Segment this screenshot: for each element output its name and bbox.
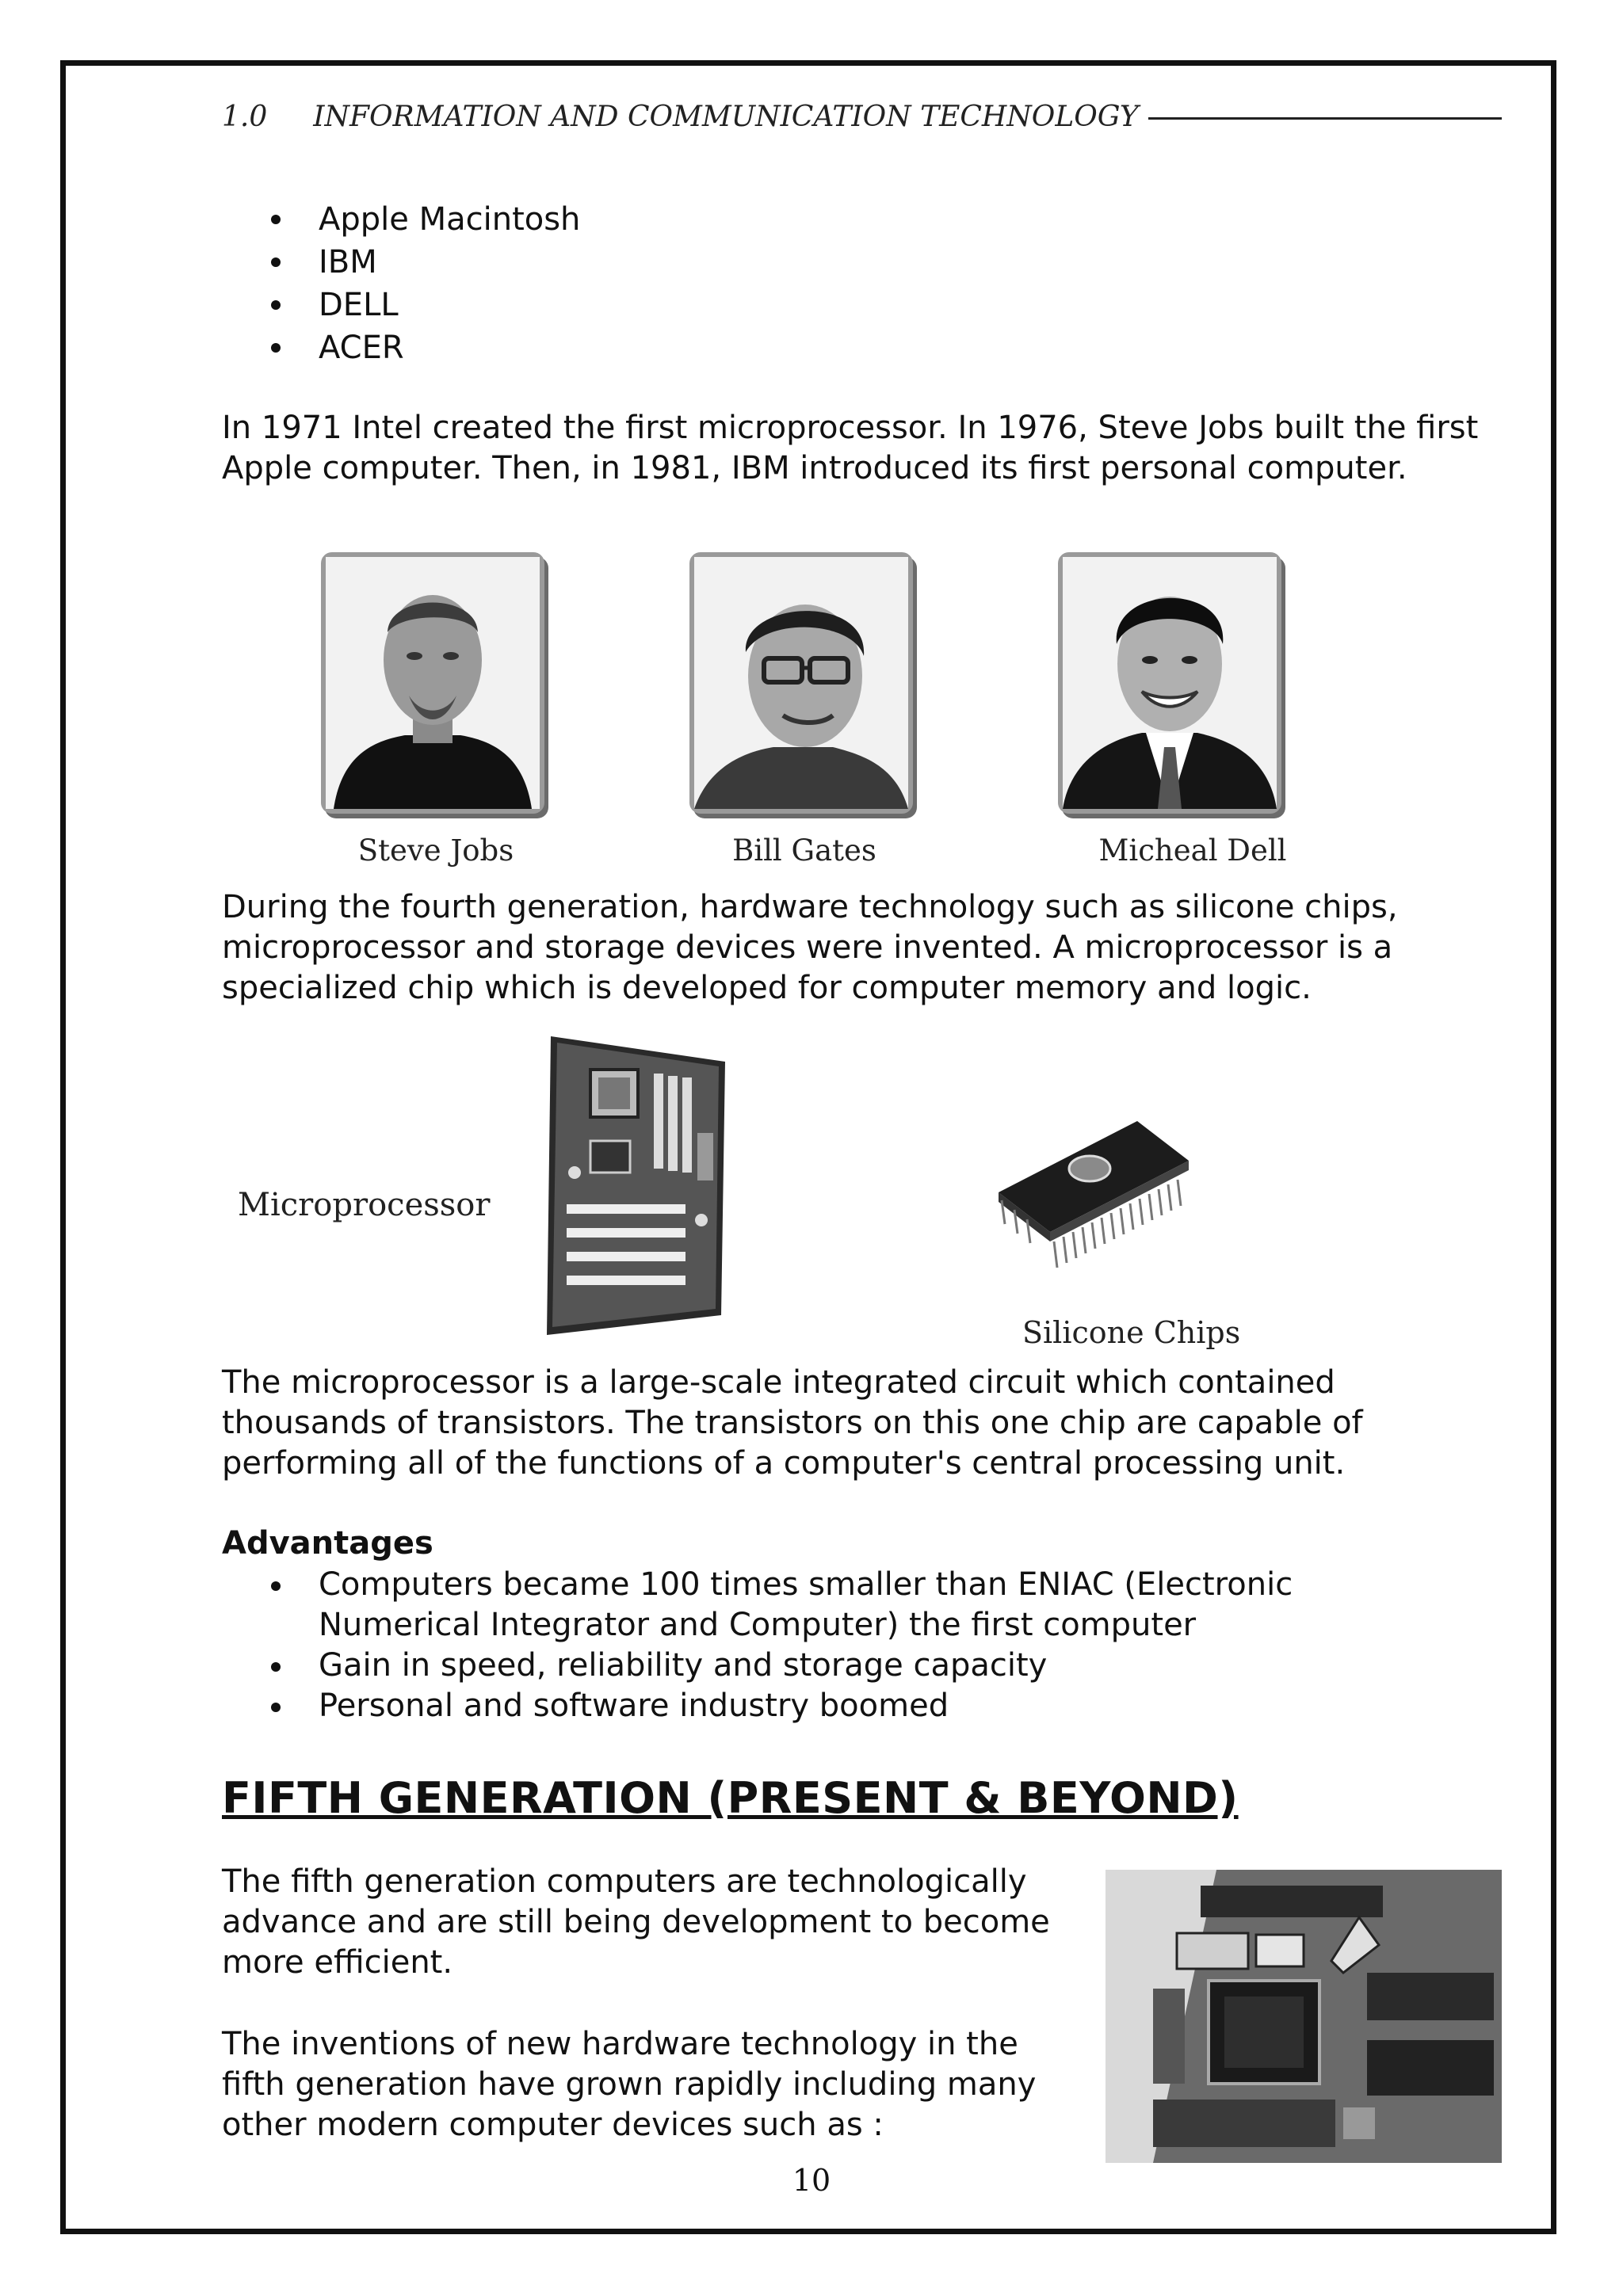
microprocessor-paragraph: The microprocessor is a large-scale integrated circuit which contained thousands of transistors. The transistors on this one chip are capable of performing all of the functions of a computer's central processing unit. xyxy=(222,1364,1363,1482)
history-paragraph: In 1971 Intel created the first microprocessor. In 1976, Steve Jobs built the first Apple computer. Then, in 1981, IBM introduced its first personal computer. xyxy=(222,410,1479,486)
fourth-generation-paragraph: During the fourth generation, hardware technology such as silicone chips, microprocessor and storage devices were invented. A microprocessor is a specialized chip which is developed for computer memory and logic. xyxy=(222,889,1398,1006)
person-image xyxy=(326,557,540,809)
section-header xyxy=(222,97,1502,136)
list-item: Apple Macintosh xyxy=(222,198,1490,241)
caption-bill-gates: Bill Gates xyxy=(732,833,876,868)
list-item: DELL xyxy=(222,284,1490,326)
section-title: INFORMATION AND COMMUNICATION TECHNOLOGY xyxy=(313,100,1139,133)
person-image xyxy=(1063,557,1277,809)
caption-silicone-chips: Silicone Chips xyxy=(1022,1315,1241,1350)
advantages-list xyxy=(222,1565,1426,1726)
circuit-board-photo xyxy=(1106,1870,1502,2163)
list-item: ACER xyxy=(222,326,1490,369)
list-item: IBM xyxy=(222,241,1490,284)
list-item: Personal and software industry boomed xyxy=(222,1686,1426,1726)
caption-microprocessor: Microprocessor xyxy=(238,1187,491,1223)
advantages-title: Advantages xyxy=(222,1525,433,1562)
fifth-intro-paragraph: The fifth generation computers are technologically advance and are still being development to become more efficient. xyxy=(222,1863,1050,1981)
caption-steve-jobs: Steve Jobs xyxy=(357,833,514,868)
silicone-chip-image xyxy=(991,1113,1197,1272)
bill-gates-portrait xyxy=(689,552,913,814)
page-number: 10 xyxy=(792,2163,831,2198)
micheal-dell-portrait xyxy=(1058,552,1281,814)
motherboard-image xyxy=(543,1030,733,1339)
caption-micheal-dell: Micheal Dell xyxy=(1098,833,1287,868)
brand-list xyxy=(222,198,1490,369)
fifth-generation-heading: FIFTH GENERATION (PRESENT & BEYOND) xyxy=(222,1773,1239,1823)
fifth-inventions-paragraph: The inventions of new hardware technology in the fifth generation have grown rapidly including many other modern computer devices such as : xyxy=(222,2026,1037,2143)
header-rule xyxy=(1148,117,1502,120)
list-item: Gain in speed, reliability and storage capacity xyxy=(222,1646,1426,1686)
section-number: 1.0 xyxy=(222,100,268,133)
steve-jobs-portrait xyxy=(321,552,544,814)
person-image xyxy=(694,557,908,809)
list-item: Computers became 100 times smaller than ENIAC (Electronic Numerical Integrator and Computer) the first computer xyxy=(222,1565,1426,1646)
